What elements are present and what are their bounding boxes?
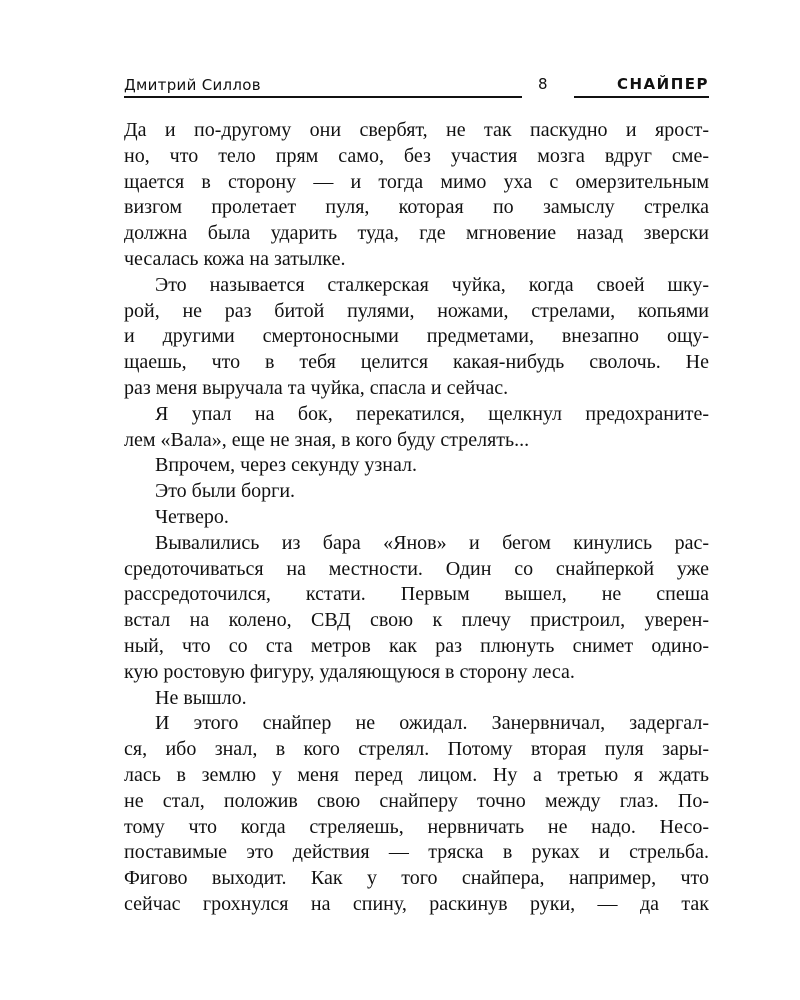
text-line: средоточиваться на местности. Один со снайперкой уже (124, 557, 709, 580)
text-line: раз меня выручала та чуйка, спасла и сейчас. (124, 376, 509, 399)
text-line: Это называется сталкерская чуйка, когда своей шку- (155, 273, 709, 296)
text-line: Да и по-другому они свербят, не так паскудно и ярост- (124, 119, 709, 141)
text-line: встал на колено, СВД свою к плечу пристроил, уверен- (124, 609, 709, 632)
text-line: Я упал на бок, перекатился, щелкнул предохраните- (155, 402, 709, 425)
text-line: поставимые это действия — тряска в руках и стрельба. (124, 841, 709, 864)
page-number: 8 (538, 75, 548, 93)
header-rule-right (574, 96, 709, 98)
text-line: не стал, положив свою снайперу точно между глаз. По- (124, 789, 709, 812)
text-line: Фигово выходит. Как у того снайпера, например, что (124, 867, 709, 890)
body-text (124, 118, 709, 918)
paragraph (124, 686, 709, 712)
text-line: Вывалились из бара «Янов» и бегом кинулись рас- (155, 531, 709, 554)
text-line: И этого снайпер не ожидал. Занервничал, задергал- (155, 712, 709, 735)
paragraph (124, 531, 709, 686)
paragraph (124, 711, 709, 917)
author-name: Дмитрий Силлов (124, 76, 261, 94)
paragraph (124, 402, 709, 454)
text-line: сейчас грохнулся на спину, раскинув руки, — да так (124, 892, 709, 915)
text-line: тому что когда стреляешь, нервничать не надо. Несо- (124, 815, 709, 838)
book-title: СНАЙПЕР (616, 75, 709, 93)
text-line: ный, что со ста метров как раз плюнуть снимет одино- (124, 634, 709, 657)
text-line: должна была ударить туда, где мгновение назад зверски (124, 222, 709, 245)
text-line: кую ростовую фигуру, удаляющуюся в сторону леса. (124, 660, 575, 683)
text-line: Не вышло. (155, 686, 247, 709)
text-line: щаешь, что в тебя целится какая-нибудь сволочь. Не (124, 351, 709, 374)
text-line: и другими смертоносными предметами, внезапно ощу- (124, 325, 709, 348)
running-header (124, 72, 709, 98)
text-line: визгом пролетает пуля, которая по замыслу стрелка (124, 196, 709, 219)
text-line: Это были борги. (155, 480, 296, 503)
text-line: рассредоточился, кстати. Первым вышел, не спеша (124, 583, 709, 606)
paragraph (124, 273, 709, 402)
paragraph (124, 118, 709, 273)
text-line: рой, не раз битой пулями, ножами, стрелами, копьями (124, 299, 709, 322)
text-line: но, что тело прям само, без участия мозга вдруг сме- (124, 144, 709, 167)
paragraph (124, 453, 709, 479)
text-line: щается в сторону — и тогда мимо уха с омерзительным (124, 170, 709, 193)
text-line: лась в землю у меня перед лицом. Ну а третью я ждать (124, 763, 709, 786)
text-line: Впрочем, через секунду узнал. (155, 454, 418, 477)
text-line: чесалась кожа на затылке. (124, 247, 346, 270)
text-line: Четверо. (155, 505, 229, 528)
paragraph (124, 479, 709, 505)
paragraph (124, 505, 709, 531)
text-line: ся, ибо знал, в кого стрелял. Потому вторая пуля зары- (124, 738, 709, 761)
header-rule-left (124, 96, 522, 98)
text-line: лем «Вала», еще не зная, в кого буду стрелять... (124, 428, 530, 451)
